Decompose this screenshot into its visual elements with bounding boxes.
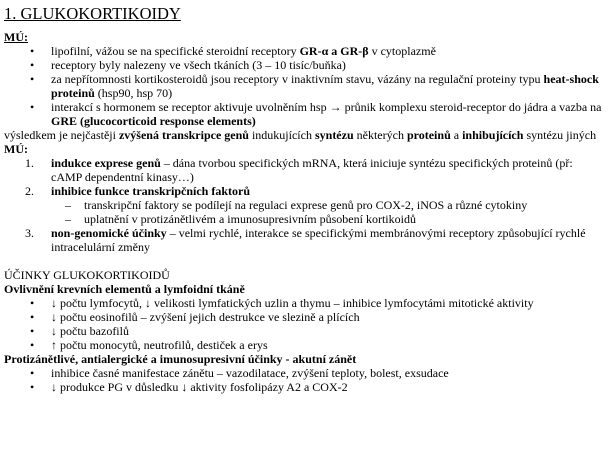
antiinflammatory-list xyxy=(4,366,606,394)
document xyxy=(4,4,606,394)
list-item: • za nepřítomnosti kortikosteroidů jsou receptory v inaktivním stavu, vázány na regulační proteiny typu heat-shock proteinů (hsp90, hsp 70) xyxy=(4,72,606,100)
mu-label-1: MÚ: xyxy=(4,30,28,44)
list-item: • lipofilní, vážou se na specifické steroidní receptory GR-α a GR-β v cytoplazmě xyxy=(4,44,606,58)
list-item: • interakcí s hormonem se receptor aktivuje uvolněním hsp → průnik komplexu steroid-receptor do jádra a vazba na GRE (glucocorticoid response elements) xyxy=(4,100,606,128)
list-item: 1. indukce exprese genů – dána tvorbou specifických mRNA, která iniciuje syntézu specifických proteinů (př: cAMP dependentní kinasy…) xyxy=(25,156,573,184)
list-item: 2. inhibice funkce transkripčních faktorů – transkripční faktory se podílejí na regulaci exprese genů pro COX-2, iNOS a různé cytokiny – uplatnění v protizánětlivém a imunosupresivním působení kortikoidů xyxy=(4,184,606,226)
blood-heading: Ovlivnění krevních elementů a lymfoidní tkáně xyxy=(4,282,245,296)
list-item: 3. non-genomické účinky – velmi rychlé, interakce se specifickými membránovými receptory způsobující rychlé intracelulární změny xyxy=(25,226,586,254)
sub-list-item: – uplatnění v protizánětlivém a imunosupresivním působení kortikoidů xyxy=(4,212,606,226)
sub-list-item: – transkripční faktory se podílejí na regulaci exprese genů pro COX-2, iNOS a různé cytokiny xyxy=(4,198,606,212)
sub-list xyxy=(4,198,606,226)
document-title: 1. GLUKOKORTIKOIDY xyxy=(4,4,181,23)
list-item: • ↓ produkce PG v důsledku ↓ aktivity fosfolipázy A2 a COX-2 xyxy=(4,380,606,394)
list-item: • inhibice časné manifestace zánětu – vazodilatace, zvýšení teploty, bolest, exsudace xyxy=(4,366,606,380)
mechanism-list xyxy=(4,156,606,254)
list-item: • ↑ počtu monocytů, neutrofilů, destiček a erys xyxy=(4,338,606,352)
blood-list xyxy=(4,296,606,352)
antiinflammatory-heading: Protizánětlivé, antialergické a imunosupresivní účinky - akutní zánět xyxy=(4,352,357,366)
effects-heading: ÚČINKY GLUKOKORTIKOIDŮ xyxy=(4,268,170,282)
mu-label-2: MÚ: xyxy=(4,142,28,156)
list-item: • receptory byly nalezeny ve všech tkáních (3 – 10 tisíc/buňka) xyxy=(4,58,606,72)
mu-bullet-list xyxy=(4,44,606,128)
result-paragraph: výsledkem je nejčastěji zvýšená transkripce genů indukujících syntézu některých proteinů a inhibujících syntézu jiných xyxy=(4,128,597,142)
list-item: • ↓ počtu lymfocytů, ↓ velikosti lymfatických uzlin a thymu – inhibice lymfocytámi mitotické aktivity xyxy=(4,296,606,310)
list-item: • ↓ počtu eosinofilů – zvýšení jejich destrukce ve slezině a plících xyxy=(4,310,606,324)
list-item: • ↓ počtu bazofilů xyxy=(4,324,606,338)
